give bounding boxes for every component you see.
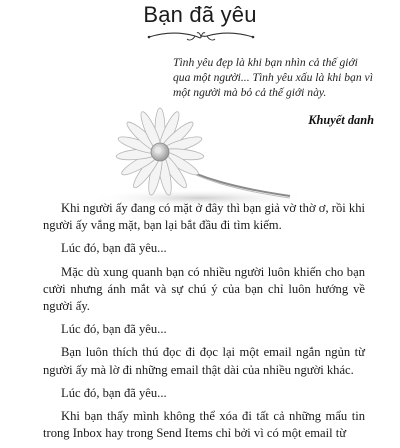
paragraph: Lúc đó, bạn đã yêu... [61,241,167,256]
paragraph: Lúc đó, bạn đã yêu... [61,385,167,400]
paragraph: Lúc đó, bạn đã yêu... [61,322,167,337]
paragraph: Khi người ấy đang có mặt ở đây thì bạn giả vờ thờ ơ, rồi khi người ấy vắng mặt, bạn lại bắt đầu đi tìm kiếm. [43,201,365,233]
body-text [43,200,365,448]
epigraph-author: Khuyết danh [308,113,374,127]
title-ornament-divider [145,30,257,44]
page-title: Bạn đã yêu [143,2,257,27]
epigraph-quote: Tình yêu đẹp là khi bạn nhìn cả thế giới qua một người... Tình yêu xấu là khi bạn vì một người mà bỏ cả thế giới này. [173,56,373,99]
paragraph: Khi bạn thấy mình không thể xóa đi tất cả những mẩu tin trong Inbox hay trong Send Items chỉ bởi vì có một email từ [43,409,365,441]
paragraph: Bạn luôn thích thú đọc đi đọc lại một email ngắn ngủn từ người ấy mà lờ đi những email thật dài của nhiều người khác. [43,345,365,377]
paragraph: Mặc dù xung quanh bạn có nhiều người luôn khiến cho bạn cười nhưng ánh mắt và sự chú ý của bạn chỉ luôn hướng về người ấy. [43,264,365,314]
